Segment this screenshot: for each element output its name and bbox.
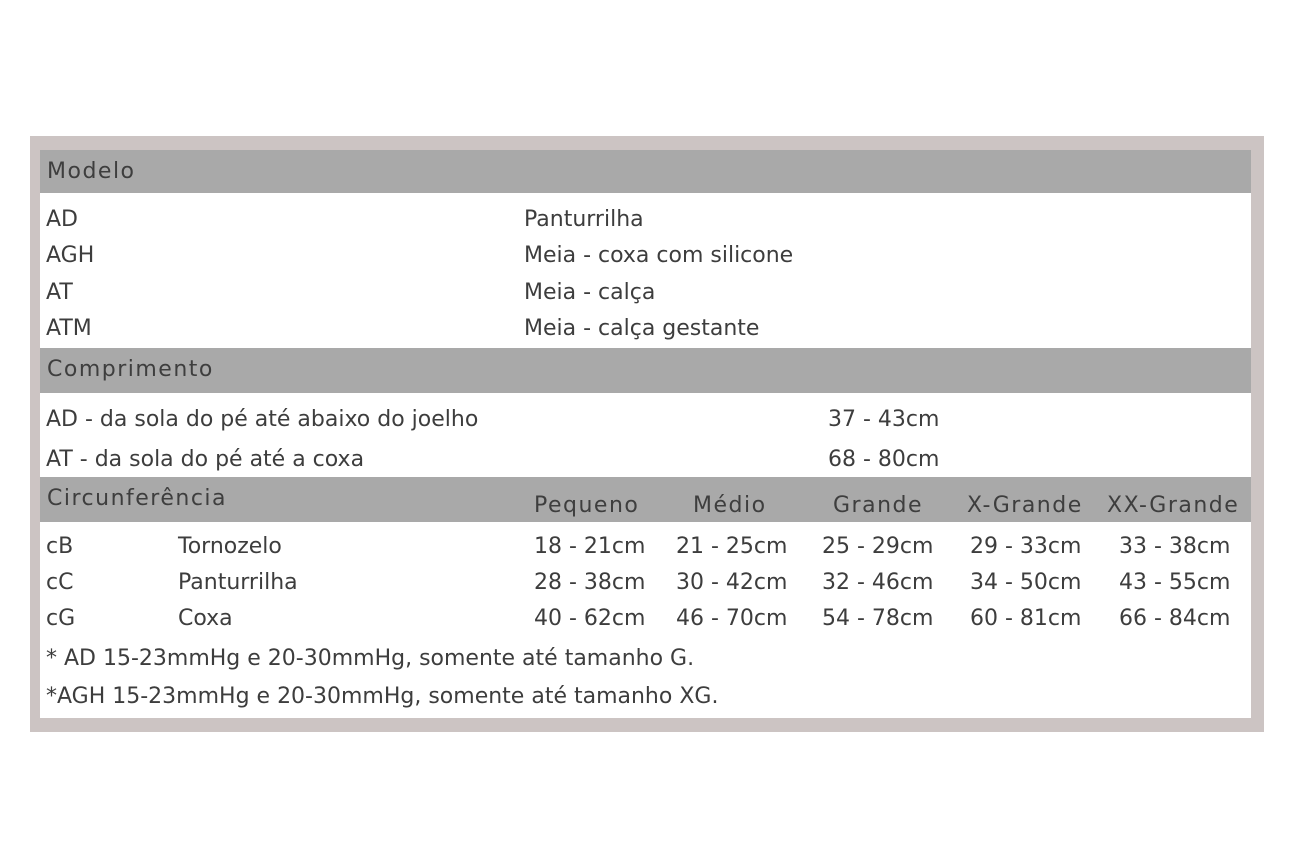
circ-code: cG: [46, 606, 76, 631]
modelo-desc: Meia - calça: [524, 280, 656, 305]
table-panel: [40, 150, 1251, 718]
circ-value: 66 - 84cm: [1119, 606, 1231, 631]
modelo-desc: Panturrilha: [524, 207, 644, 232]
circ-value: 21 - 25cm: [676, 534, 788, 559]
circ-value: 46 - 70cm: [676, 606, 788, 631]
circ-value: 29 - 33cm: [970, 534, 1082, 559]
size-header-x-grande: X-Grande: [967, 493, 1083, 518]
comprimento-label: AT - da sola do pé até a coxa: [46, 447, 365, 472]
size-header-medio: Médio: [693, 493, 767, 518]
circ-value: 18 - 21cm: [534, 534, 646, 559]
circunferencia-title: Circunferência: [47, 486, 228, 511]
modelo-title: Modelo: [47, 159, 136, 184]
modelo-code: AD: [46, 207, 78, 232]
circ-code: cC: [46, 570, 74, 595]
modelo-code: AT: [46, 280, 73, 305]
circ-code: cB: [46, 534, 74, 559]
comprimento-label: AD - da sola do pé até abaixo do joelho: [46, 407, 479, 432]
comprimento-value: 37 - 43cm: [828, 407, 940, 432]
circ-name: Tornozelo: [178, 534, 282, 559]
size-header-grande: Grande: [833, 493, 924, 518]
circ-name: Panturrilha: [178, 570, 298, 595]
modelo-code: ATM: [46, 316, 92, 341]
size-header-pequeno: Pequeno: [534, 493, 640, 518]
modelo-desc: Meia - calça gestante: [524, 316, 760, 341]
modelo-desc: Meia - coxa com silicone: [524, 243, 794, 268]
circ-value: 33 - 38cm: [1119, 534, 1231, 559]
circ-value: 40 - 62cm: [534, 606, 646, 631]
comprimento-header-bar: [40, 348, 1251, 393]
circ-value: 28 - 38cm: [534, 570, 646, 595]
comprimento-value: 68 - 80cm: [828, 447, 940, 472]
modelo-code: AGH: [46, 243, 95, 268]
modelo-header-bar: [40, 150, 1251, 193]
comprimento-title: Comprimento: [47, 357, 214, 382]
circ-value: 34 - 50cm: [970, 570, 1082, 595]
circ-value: 43 - 55cm: [1119, 570, 1231, 595]
footnote: * AD 15-23mmHg e 20-30mmHg, somente até tamanho G.: [46, 646, 695, 671]
footnote: *AGH 15-23mmHg e 20-30mmHg, somente até tamanho XG.: [46, 684, 719, 709]
circ-value: 32 - 46cm: [822, 570, 934, 595]
circ-name: Coxa: [178, 606, 233, 631]
circ-value: 25 - 29cm: [822, 534, 934, 559]
circ-value: 30 - 42cm: [676, 570, 788, 595]
circ-value: 54 - 78cm: [822, 606, 934, 631]
circ-value: 60 - 81cm: [970, 606, 1082, 631]
size-header-xx-grande: XX-Grande: [1107, 493, 1240, 518]
